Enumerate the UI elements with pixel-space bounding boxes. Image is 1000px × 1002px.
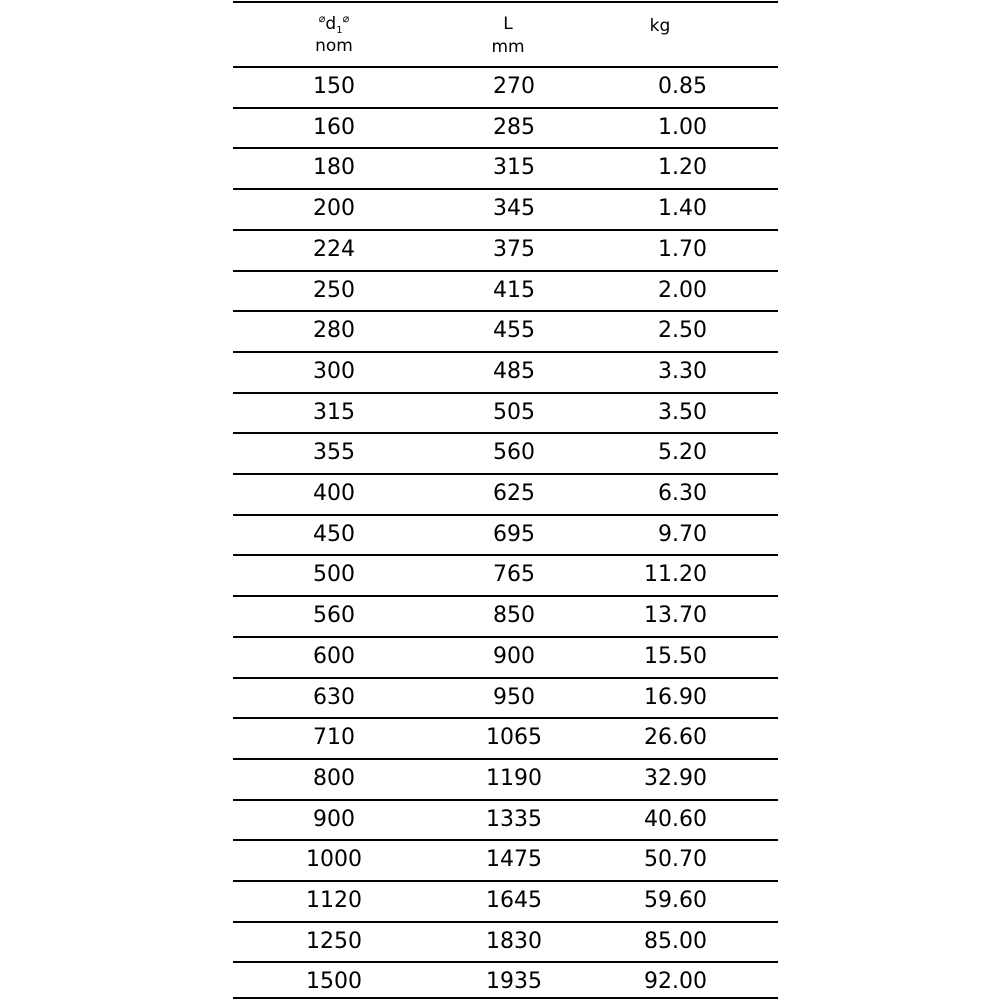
cell-weight: 9.70 xyxy=(658,521,707,547)
cell-diameter: 1000 xyxy=(306,847,362,873)
cell-length: 900 xyxy=(493,643,535,669)
cell-length: 315 xyxy=(493,155,535,181)
cell-weight: 1.40 xyxy=(658,196,707,222)
cell-diameter: 400 xyxy=(313,481,355,506)
cell-weight: 15.50 xyxy=(644,643,707,669)
cell-diameter: 1120 xyxy=(306,888,362,913)
cell-weight: 1.20 xyxy=(658,155,707,181)
header-length xyxy=(469,3,559,66)
cell-weight: 26.60 xyxy=(644,725,707,751)
cell-weight: 50.70 xyxy=(644,847,707,873)
cell-length: 415 xyxy=(493,277,535,303)
table-row xyxy=(233,473,778,514)
cell-length: 950 xyxy=(493,684,535,710)
cell-diameter: 160 xyxy=(313,114,355,140)
cell-weight: 6.30 xyxy=(658,481,707,506)
cell-diameter: 450 xyxy=(313,521,355,547)
cell-weight: 2.00 xyxy=(658,277,707,303)
table-row xyxy=(233,758,778,799)
header-diameter-unit: nom xyxy=(315,36,353,56)
cell-diameter: 250 xyxy=(313,277,355,303)
table-row xyxy=(233,961,778,1002)
cell-diameter: 630 xyxy=(313,684,355,710)
cell-length: 485 xyxy=(493,358,535,384)
header-diameter xyxy=(283,3,385,66)
cell-diameter: 1250 xyxy=(306,928,362,954)
table-row xyxy=(233,595,778,636)
table-row xyxy=(233,554,778,595)
cell-weight: 3.30 xyxy=(658,358,707,384)
cell-diameter: 280 xyxy=(313,318,355,344)
cell-diameter: 500 xyxy=(313,562,355,588)
cell-diameter: 600 xyxy=(313,643,355,669)
cell-length: 625 xyxy=(493,481,535,506)
cell-length: 1830 xyxy=(486,928,542,954)
cell-length: 345 xyxy=(493,196,535,222)
cell-weight: 1.00 xyxy=(658,114,707,140)
cell-diameter: 300 xyxy=(313,358,355,384)
table-row xyxy=(233,677,778,718)
cell-length: 375 xyxy=(493,236,535,262)
cell-diameter: 1500 xyxy=(306,969,362,995)
header-length-label: L xyxy=(503,14,513,34)
table-row xyxy=(233,147,778,188)
cell-length: 455 xyxy=(493,318,535,344)
table-row xyxy=(233,270,778,311)
cell-length: 1475 xyxy=(486,847,542,873)
cell-weight: 13.70 xyxy=(644,603,707,629)
cell-diameter: 180 xyxy=(313,155,355,181)
table-row xyxy=(233,717,778,758)
cell-weight: 85.00 xyxy=(644,928,707,954)
table-row xyxy=(233,839,778,880)
cell-weight: 16.90 xyxy=(644,684,707,710)
cell-length: 1065 xyxy=(486,725,542,751)
table-row xyxy=(233,921,778,962)
table-row xyxy=(233,107,778,148)
cell-diameter: 224 xyxy=(313,236,355,262)
cell-weight: 3.50 xyxy=(658,399,707,425)
cell-weight: 1.70 xyxy=(658,236,707,262)
cell-weight: 11.20 xyxy=(644,562,707,588)
cell-weight: 2.50 xyxy=(658,318,707,344)
table-header xyxy=(233,3,778,66)
cell-diameter: 800 xyxy=(313,765,355,791)
header-length-unit: mm xyxy=(491,37,525,57)
diameter-symbol-right: ⌀ xyxy=(342,12,350,25)
cell-length: 1935 xyxy=(486,969,542,995)
table-row xyxy=(233,636,778,677)
table-row xyxy=(233,310,778,351)
cell-diameter: 560 xyxy=(313,603,355,629)
cell-diameter: 200 xyxy=(313,196,355,222)
table-row xyxy=(233,351,778,392)
cell-diameter: 150 xyxy=(313,74,355,99)
cell-length: 765 xyxy=(493,562,535,588)
diameter-subscript: 1 xyxy=(336,25,343,36)
cell-weight: 59.60 xyxy=(644,888,707,913)
cell-length: 1645 xyxy=(486,888,542,913)
cell-length: 285 xyxy=(493,114,535,140)
cell-diameter: 315 xyxy=(313,399,355,425)
table-row xyxy=(233,188,778,229)
table-row xyxy=(233,229,778,270)
table-row xyxy=(233,392,778,433)
cell-length: 1335 xyxy=(486,806,542,832)
cell-length: 270 xyxy=(493,74,535,99)
cell-length: 850 xyxy=(493,603,535,629)
cell-length: 505 xyxy=(493,399,535,425)
table-bottom-rule xyxy=(233,997,778,999)
table-row xyxy=(233,880,778,921)
header-weight xyxy=(625,3,715,66)
table-row xyxy=(233,66,778,107)
cell-weight: 0.85 xyxy=(658,74,707,99)
cell-weight: 40.60 xyxy=(644,806,707,832)
cell-weight: 32.90 xyxy=(644,765,707,791)
cell-length: 560 xyxy=(493,440,535,466)
diameter-symbol-main: d xyxy=(325,14,337,34)
cell-weight: 92.00 xyxy=(644,969,707,995)
cell-length: 1190 xyxy=(486,765,542,791)
cell-diameter: 710 xyxy=(313,725,355,751)
table-row xyxy=(233,514,778,555)
dimensions-table xyxy=(233,0,778,1000)
cell-weight: 5.20 xyxy=(658,440,707,466)
cell-diameter: 355 xyxy=(313,440,355,466)
header-weight-label: kg xyxy=(649,16,671,36)
cell-length: 695 xyxy=(493,521,535,547)
diameter-symbol-left: ⌀ xyxy=(318,12,326,25)
table-row xyxy=(233,432,778,473)
cell-diameter: 900 xyxy=(313,806,355,832)
table-row xyxy=(233,799,778,840)
